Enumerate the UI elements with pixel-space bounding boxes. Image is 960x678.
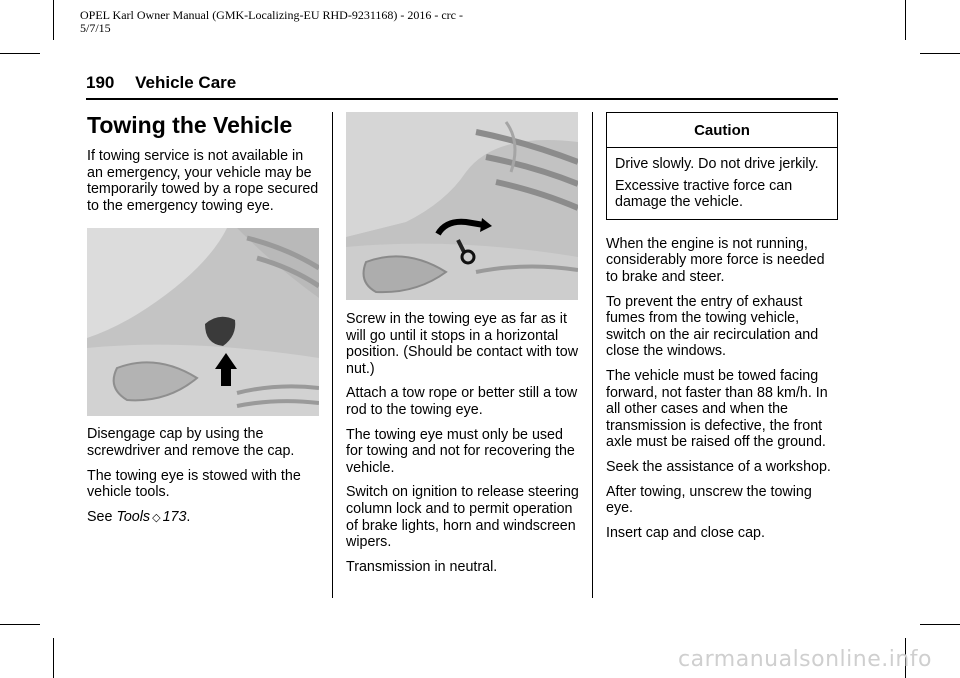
page-arrow-icon: ◇ (152, 511, 161, 524)
caution-text: Excessive tractive force can damage the vehicle. (615, 177, 793, 211)
column-3 (606, 112, 840, 549)
section-title: Vehicle Care (135, 73, 237, 92)
caution-title: Caution (607, 113, 837, 148)
cross-reference (87, 509, 321, 527)
note-exhaust: To prevent the entry of exhaust fumes from the towing vehicle, switch on the air recirculation and close the windows. (606, 293, 819, 360)
instruction-screw-eye: Screw in the towing eye as far as it will go until it stops in a horizontal position. (Should be contact with tow nut.) (346, 311, 579, 377)
crop-mark (0, 53, 40, 54)
header-rule (86, 98, 838, 100)
print-meta-date: 5/7/15 (80, 21, 111, 35)
print-meta-line: OPEL Karl Owner Manual (GMK-Localizing-EU RHD-9231168) - 2016 - crc - (80, 8, 464, 22)
instruction-remove-cap: Disengage cap by using the screwdriver and remove the cap. (87, 426, 295, 459)
note-unscrew: After towing, unscrew the towing eye. (606, 483, 812, 517)
towing-cap-photo (87, 228, 319, 416)
note-towed-forward: The vehicle must be towed facing forward, not faster than 88 km/h. In all other cases and when the transmission is defective, the front axle must be raised off the ground. (606, 367, 828, 451)
caution-text: Drive slowly. Do not drive jerkily. (615, 156, 819, 172)
crop-mark (0, 624, 40, 625)
crop-mark (905, 0, 906, 40)
crop-mark (920, 624, 960, 625)
xref-title: Tools (116, 508, 151, 525)
instruction-eye-stowed: The towing eye is stowed with the vehicle tools. (87, 467, 301, 501)
note-insert-cap: Insert cap and close cap. (606, 524, 765, 541)
crop-mark (53, 0, 54, 40)
see-label: See (87, 508, 113, 525)
column-divider (332, 112, 333, 598)
instruction-neutral: Transmission in neutral. (346, 558, 498, 575)
page-number: 190 (86, 73, 115, 92)
xref-period: . (186, 508, 191, 525)
watermark: carmanualsonline.info (678, 647, 932, 672)
towing-eye-photo (346, 112, 578, 300)
print-meta (80, 9, 463, 35)
caution-box (606, 112, 838, 220)
intro-paragraph: If towing service is not available in an emergency, your vehicle may be temporarily towed by a rope secured to the emergency towing eye. (87, 148, 319, 214)
note-engine-off: When the engine is not running, considerably more force is needed to brake and steer. (606, 235, 825, 285)
running-head (86, 73, 838, 93)
page-heading: Towing the Vehicle (87, 112, 293, 138)
instruction-attach-rope: Attach a tow rope or better still a tow rod to the towing eye. (346, 385, 578, 418)
column-divider (592, 112, 593, 598)
xref-link-tools[interactable] (116, 509, 186, 525)
instruction-towing-only: The towing eye must only be used for towing and not for recovering the vehicle. (346, 426, 575, 476)
crop-mark (920, 53, 960, 54)
column-1 (87, 112, 321, 534)
caution-body (607, 148, 837, 219)
xref-page: 173 (162, 508, 187, 525)
column-2 (346, 112, 580, 583)
instruction-ignition: Switch on ignition to release steering column lock and to permit operation of brake lights, horn and windscreen wipers. (346, 484, 579, 551)
crop-mark (53, 638, 54, 678)
note-workshop: Seek the assistance of a workshop. (606, 458, 831, 475)
